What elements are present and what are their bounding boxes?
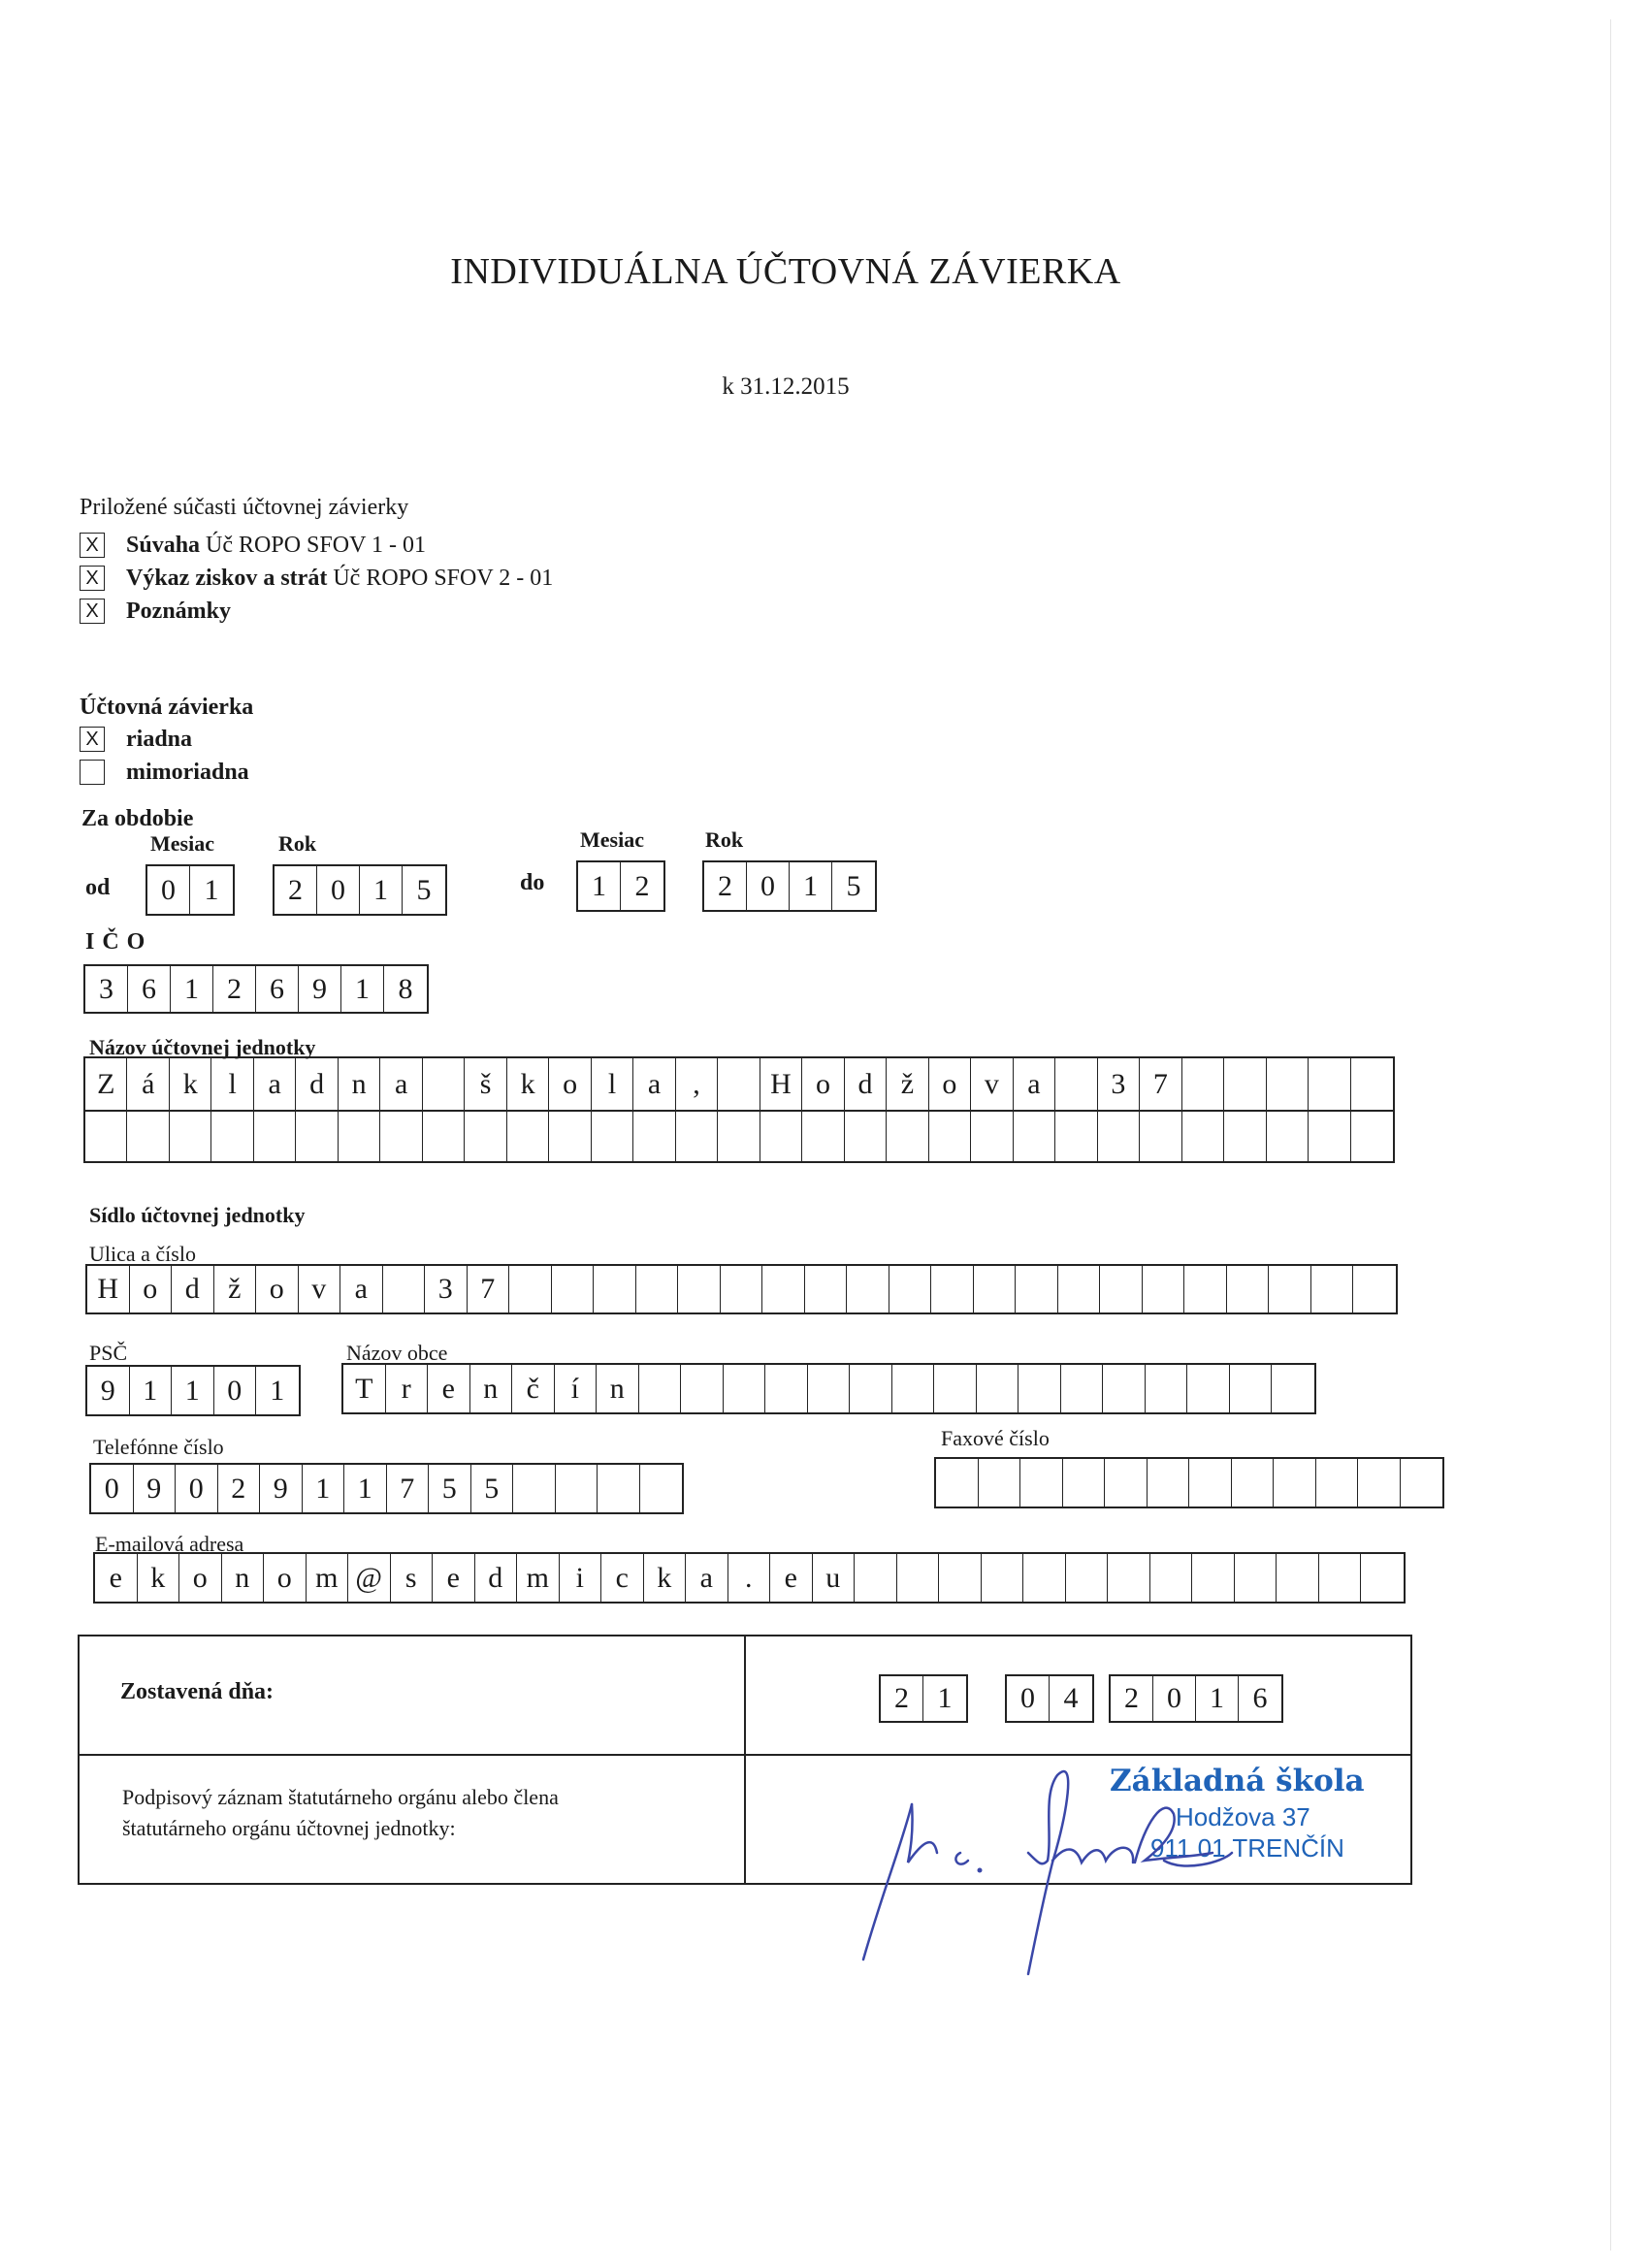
closing-type-heading: Účtovná závierka bbox=[80, 695, 254, 720]
street-cell bbox=[1227, 1266, 1270, 1312]
email-cell: . bbox=[728, 1554, 771, 1602]
name-cell bbox=[211, 1112, 253, 1161]
email-cell bbox=[1319, 1554, 1362, 1602]
closing-checkbox[interactable]: X bbox=[80, 727, 105, 752]
name-cell bbox=[1309, 1058, 1350, 1110]
signature-label: Podpisový záznam štatutárneho orgánu alebo člena štatutárneho orgánu účtovnej jednotky: bbox=[122, 1785, 559, 1840]
name-cell bbox=[1098, 1112, 1140, 1161]
city-cell bbox=[892, 1365, 935, 1412]
city-cell bbox=[1187, 1365, 1230, 1412]
email-cell: e bbox=[433, 1554, 475, 1602]
city-cell bbox=[850, 1365, 892, 1412]
stamp-line1: Základná škola bbox=[1110, 1764, 1365, 1798]
city-cell bbox=[1103, 1365, 1146, 1412]
name-cell bbox=[254, 1112, 296, 1161]
name-cell bbox=[1351, 1112, 1393, 1161]
name-cell bbox=[676, 1112, 718, 1161]
street-cell: ž bbox=[214, 1266, 257, 1312]
street-cell bbox=[931, 1266, 974, 1312]
email-cell bbox=[1361, 1554, 1404, 1602]
name-cell: k bbox=[507, 1058, 549, 1110]
compiled-day-field[interactable]: 2 1 bbox=[879, 1674, 968, 1723]
street-cell: d bbox=[172, 1266, 214, 1312]
city-cell: í bbox=[555, 1365, 598, 1412]
name-cell: v bbox=[971, 1058, 1013, 1110]
street-cell bbox=[721, 1266, 763, 1312]
attachment-checkbox[interactable]: X bbox=[80, 599, 105, 624]
month-label: Mesiac bbox=[150, 831, 214, 856]
email-cell bbox=[855, 1554, 897, 1602]
name-cell bbox=[170, 1112, 211, 1161]
city-cell: n bbox=[597, 1365, 639, 1412]
name-cell bbox=[592, 1112, 633, 1161]
name-cell: o bbox=[549, 1058, 591, 1110]
city-cell bbox=[934, 1365, 977, 1412]
name-cell bbox=[929, 1112, 971, 1161]
name-cell bbox=[423, 1112, 465, 1161]
fax-label: Faxové číslo bbox=[941, 1426, 1050, 1450]
closing-checkbox[interactable] bbox=[80, 760, 105, 785]
name-cell bbox=[1055, 1112, 1097, 1161]
name-cell: 7 bbox=[1140, 1058, 1181, 1110]
ico-field[interactable]: 3 6 1 2 6 9 1 8 bbox=[83, 964, 429, 1014]
phone-cell: 0 bbox=[176, 1465, 218, 1512]
street-cell bbox=[889, 1266, 932, 1312]
name-row bbox=[85, 1110, 1393, 1161]
name-cell bbox=[1182, 1058, 1224, 1110]
name-cell: ž bbox=[887, 1058, 928, 1110]
name-cell bbox=[971, 1112, 1013, 1161]
fax-cell bbox=[1063, 1459, 1106, 1507]
email-cell bbox=[939, 1554, 982, 1602]
name-cell: o bbox=[802, 1058, 844, 1110]
street-cell: o bbox=[130, 1266, 173, 1312]
phone-cell: 9 bbox=[260, 1465, 303, 1512]
street-cell bbox=[552, 1266, 595, 1312]
phone-cell: 1 bbox=[303, 1465, 345, 1512]
street-label: Ulica a číslo bbox=[89, 1242, 196, 1266]
phone-cell bbox=[640, 1465, 683, 1512]
attachment-checkbox[interactable]: X bbox=[80, 566, 105, 591]
street-cell bbox=[1184, 1266, 1227, 1312]
attachment-item: X Výkaz ziskov a strát Úč ROPO SFOV 2 - 01 bbox=[80, 562, 553, 595]
street-cell bbox=[594, 1266, 636, 1312]
name-cell bbox=[718, 1058, 760, 1110]
psc-cell: 1 bbox=[270, 1374, 285, 1407]
phone-cell: 7 bbox=[387, 1465, 430, 1512]
period-heading: Za obdobie bbox=[81, 806, 194, 831]
compiled-year-field[interactable]: 2 0 1 6 bbox=[1109, 1674, 1283, 1723]
fax-cell bbox=[1105, 1459, 1148, 1507]
fax-cell bbox=[1401, 1459, 1443, 1507]
name-cell: á bbox=[127, 1058, 169, 1110]
email-cell: s bbox=[391, 1554, 434, 1602]
name-cell bbox=[423, 1058, 465, 1110]
to-month-field[interactable]: 1 2 bbox=[576, 860, 665, 912]
phone-cell: 0 bbox=[91, 1465, 134, 1512]
email-cell bbox=[1192, 1554, 1235, 1602]
stamp-line3: 911 01 TRENČÍN bbox=[1150, 1833, 1344, 1863]
city-cell bbox=[724, 1365, 766, 1412]
name-cell bbox=[549, 1112, 591, 1161]
street-cell: 3 bbox=[425, 1266, 468, 1312]
psc-cell: 0 bbox=[214, 1367, 257, 1414]
city-cell bbox=[1272, 1365, 1314, 1412]
city-label: Názov obce bbox=[346, 1341, 448, 1365]
from-year-field[interactable]: 2 0 1 5 bbox=[273, 864, 447, 916]
page-title: INDIVIDUÁLNA ÚČTOVNÁ ZÁVIERKA bbox=[450, 251, 1121, 292]
name-cell: , bbox=[676, 1058, 718, 1110]
attachment-checkbox[interactable]: X bbox=[80, 533, 105, 558]
street-cell bbox=[1269, 1266, 1311, 1312]
name-cell bbox=[718, 1112, 760, 1161]
name-cell bbox=[339, 1112, 380, 1161]
fax-cell bbox=[1316, 1459, 1359, 1507]
name-cell: k bbox=[170, 1058, 211, 1110]
email-cell bbox=[1150, 1554, 1193, 1602]
street-cell: H bbox=[87, 1266, 130, 1312]
email-field[interactable] bbox=[93, 1552, 1406, 1604]
street-cell bbox=[1311, 1266, 1354, 1312]
name-cell: a bbox=[1014, 1058, 1055, 1110]
email-cell: k bbox=[644, 1554, 687, 1602]
name-cell: a bbox=[380, 1058, 422, 1110]
street-cell bbox=[847, 1266, 889, 1312]
name-cell: d bbox=[845, 1058, 887, 1110]
phone-cell: 1 bbox=[344, 1465, 387, 1512]
street-cell bbox=[636, 1266, 679, 1312]
name-cell bbox=[465, 1112, 506, 1161]
city-cell: č bbox=[512, 1365, 555, 1412]
name-cell: l bbox=[592, 1058, 633, 1110]
email-cell: k bbox=[138, 1554, 180, 1602]
name-cell bbox=[633, 1112, 675, 1161]
name-cell: š bbox=[465, 1058, 506, 1110]
email-cell: e bbox=[95, 1554, 138, 1602]
email-cell: m bbox=[517, 1554, 560, 1602]
seat-heading: Sídlo účtovnej jednotky bbox=[89, 1203, 306, 1227]
phone-cell: 5 bbox=[471, 1465, 514, 1512]
name-cell bbox=[380, 1112, 422, 1161]
name-cell bbox=[507, 1112, 549, 1161]
to-year-field[interactable]: 2 0 1 5 bbox=[702, 860, 877, 912]
street-field[interactable] bbox=[85, 1264, 1398, 1314]
city-cell: n bbox=[470, 1365, 513, 1412]
name-cell bbox=[760, 1112, 802, 1161]
name-cell bbox=[1140, 1112, 1181, 1161]
street-cell bbox=[1058, 1266, 1101, 1312]
email-label: E-mailová adresa bbox=[95, 1532, 244, 1556]
phone-cell: 2 bbox=[218, 1465, 261, 1512]
fax-field[interactable] bbox=[934, 1457, 1444, 1508]
fax-cell bbox=[1189, 1459, 1232, 1507]
compiled-month-field[interactable]: 0 4 bbox=[1005, 1674, 1094, 1723]
city-cell: r bbox=[386, 1365, 429, 1412]
phone-field[interactable] bbox=[89, 1463, 684, 1514]
email-cell bbox=[1277, 1554, 1319, 1602]
as-of-date: k 31.12.2015 bbox=[722, 373, 850, 400]
name-cell bbox=[1351, 1058, 1393, 1110]
email-cell: @ bbox=[348, 1554, 391, 1602]
phone-label: Telefónne číslo bbox=[93, 1435, 224, 1459]
fax-cell bbox=[979, 1459, 1021, 1507]
name-cell: d bbox=[296, 1058, 338, 1110]
email-cell: d bbox=[475, 1554, 518, 1602]
psc-cell: 1 bbox=[130, 1367, 173, 1414]
closing-option: mimoriadna bbox=[80, 756, 253, 789]
city-cell: T bbox=[343, 1365, 386, 1412]
year-label: Rok bbox=[705, 827, 744, 852]
name-cell bbox=[845, 1112, 887, 1161]
phone-cell bbox=[513, 1465, 556, 1512]
email-cell: m bbox=[307, 1554, 349, 1602]
page-edge bbox=[1610, 19, 1611, 2251]
street-cell bbox=[974, 1266, 1017, 1312]
email-cell: u bbox=[813, 1554, 856, 1602]
ico-label: I Č O bbox=[85, 929, 146, 955]
stamp-line2: Hodžova 37 bbox=[1176, 1802, 1310, 1831]
city-field[interactable] bbox=[341, 1363, 1316, 1414]
city-cell bbox=[681, 1365, 724, 1412]
psc-cell: 9 bbox=[87, 1367, 130, 1414]
attachments-section bbox=[80, 495, 553, 628]
name-cell bbox=[1224, 1058, 1266, 1110]
to-label: do bbox=[520, 870, 545, 895]
name-cell bbox=[1309, 1112, 1350, 1161]
street-cell bbox=[1016, 1266, 1058, 1312]
street-cell bbox=[1100, 1266, 1143, 1312]
phone-cell bbox=[556, 1465, 598, 1512]
name-cell: Z bbox=[85, 1058, 127, 1110]
email-cell: e bbox=[770, 1554, 813, 1602]
name-cell: 3 bbox=[1098, 1058, 1140, 1110]
city-cell bbox=[977, 1365, 1019, 1412]
attachment-item: X Poznámky bbox=[80, 595, 553, 628]
name-field[interactable] bbox=[83, 1056, 1395, 1163]
name-cell: n bbox=[339, 1058, 380, 1110]
name-cell bbox=[802, 1112, 844, 1161]
name-cell bbox=[887, 1112, 928, 1161]
name-cell: H bbox=[760, 1058, 802, 1110]
street-cell: v bbox=[299, 1266, 341, 1312]
fax-cell bbox=[1148, 1459, 1190, 1507]
email-cell: o bbox=[264, 1554, 307, 1602]
city-cell bbox=[1061, 1365, 1104, 1412]
street-cell bbox=[805, 1266, 848, 1312]
city-cell: e bbox=[428, 1365, 470, 1412]
city-cell bbox=[639, 1365, 682, 1412]
street-cell bbox=[1353, 1266, 1396, 1312]
email-cell bbox=[897, 1554, 940, 1602]
name-cell: a bbox=[254, 1058, 296, 1110]
email-cell bbox=[982, 1554, 1024, 1602]
name-cell bbox=[1267, 1112, 1309, 1161]
email-cell bbox=[1023, 1554, 1066, 1602]
fax-cell bbox=[1020, 1459, 1063, 1507]
street-cell: 7 bbox=[468, 1266, 510, 1312]
name-cell bbox=[1014, 1112, 1055, 1161]
name-cell bbox=[1224, 1112, 1266, 1161]
compiled-label: Zostavená dňa: bbox=[120, 1679, 275, 1704]
from-month-field[interactable]: 0 1 bbox=[146, 864, 235, 916]
from-label: od bbox=[85, 875, 111, 900]
phone-cell: 9 bbox=[134, 1465, 177, 1512]
name-cell bbox=[85, 1112, 127, 1161]
name-cell bbox=[1182, 1112, 1224, 1161]
name-cell bbox=[296, 1112, 338, 1161]
signature-drawing bbox=[844, 1756, 1290, 1979]
phone-cell: 5 bbox=[429, 1465, 471, 1512]
attachment-item: X Súvaha Úč ROPO SFOV 1 - 01 bbox=[80, 529, 553, 562]
city-cell bbox=[808, 1365, 851, 1412]
email-cell: i bbox=[560, 1554, 602, 1602]
fax-cell bbox=[1232, 1459, 1275, 1507]
city-cell bbox=[1146, 1365, 1188, 1412]
name-cell: l bbox=[211, 1058, 253, 1110]
street-cell bbox=[509, 1266, 552, 1312]
email-cell: c bbox=[601, 1554, 644, 1602]
city-cell bbox=[765, 1365, 808, 1412]
fax-cell bbox=[1358, 1459, 1401, 1507]
attachments-heading: Priložené súčasti účtovnej závierky bbox=[80, 495, 409, 520]
psc-cell: 1 bbox=[172, 1367, 214, 1414]
email-cell: n bbox=[222, 1554, 265, 1602]
city-cell bbox=[1230, 1365, 1273, 1412]
closing-option: X riadna bbox=[80, 723, 253, 756]
closing-type-section bbox=[80, 695, 253, 789]
fax-cell bbox=[1274, 1459, 1316, 1507]
name-label: Názov účtovnej jednotky bbox=[89, 1035, 316, 1059]
street-cell: a bbox=[340, 1266, 383, 1312]
psc-label: PSČ bbox=[89, 1341, 128, 1365]
phone-cell bbox=[598, 1465, 640, 1512]
street-cell bbox=[383, 1266, 426, 1312]
city-cell bbox=[1018, 1365, 1061, 1412]
year-label: Rok bbox=[278, 831, 317, 856]
name-cell: o bbox=[929, 1058, 971, 1110]
name-row bbox=[85, 1058, 1393, 1110]
name-cell bbox=[1055, 1058, 1097, 1110]
email-cell bbox=[1235, 1554, 1277, 1602]
name-cell bbox=[1267, 1058, 1309, 1110]
email-cell: a bbox=[686, 1554, 728, 1602]
street-cell bbox=[1143, 1266, 1185, 1312]
street-cell: o bbox=[256, 1266, 299, 1312]
name-cell bbox=[127, 1112, 169, 1161]
psc-field[interactable] bbox=[85, 1365, 301, 1416]
email-cell bbox=[1066, 1554, 1109, 1602]
email-cell: o bbox=[179, 1554, 222, 1602]
fax-cell bbox=[936, 1459, 979, 1507]
street-cell bbox=[762, 1266, 805, 1312]
email-cell bbox=[1108, 1554, 1150, 1602]
street-cell bbox=[678, 1266, 721, 1312]
name-cell: a bbox=[633, 1058, 675, 1110]
month-label: Mesiac bbox=[580, 827, 644, 852]
